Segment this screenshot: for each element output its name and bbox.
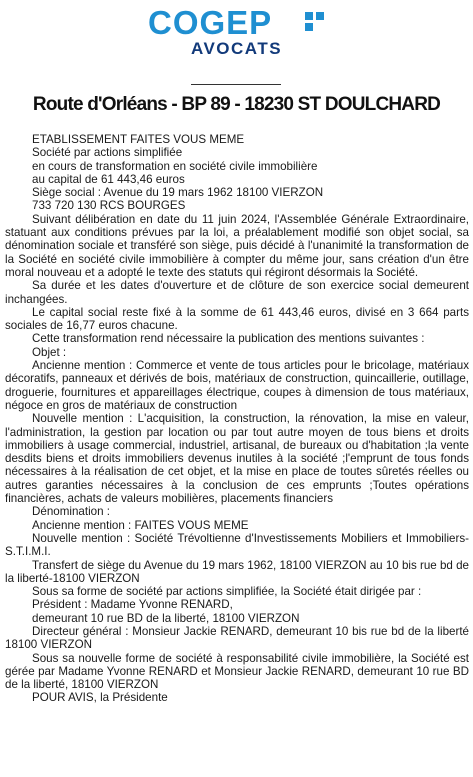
notice-paragraph: Nouvelle mention : L'acquisition, la construction, la rénovation, la mise en valeur, l'administration, la gestion par location ou par tout autre moyen de tous biens et droits immobiliers à usage commercial, industriel, artisanal, de bureaux ou d'habitation ;la vente desdits biens et droits immobiliers devenus inutiles à la société ;l'emprunt de tous fonds nécessaires à la réalisation de cet objet, et la mise en place de toutes sûretés réelles ou autres garanties nécessaires à la conclusion de ces emprunts ;Toutes opérations financières, achats de valeurs mobilières, placements financiers [5, 412, 469, 506]
notice-paragraph: au capital de 61 443,46 euros [32, 172, 185, 186]
logo-subtitle: AVOCATS [190, 39, 283, 58]
notice-paragraph: Ancienne mention : FAITES VOUS MEME [32, 518, 249, 532]
notice-paragraph: Le capital social reste fixé à la somme de 61 443,46 euros, divisé en 3 664 parts sociales de 16,77 euros chacune. [5, 305, 469, 333]
notice-paragraph: Suivant délibération en date du 11 juin 2024, l'Assemblée Générale Extraordinaire, statuant aux conditions prévues par la loi, a préalablement modifié son objet social, sa dénomination sociale et transféré son siège, puis décidé à l'unanimité la transformation de la Société en société civile immobilière à compter du même jour, sans création d'un être moral nouveau et a adopté le texte des statuts qui régiront désormais la Société. [5, 212, 469, 279]
notice-paragraph: Directeur général : Monsieur Jackie RENARD, demeurant 10 bis rue bd de la liberté 18100 VIERZON [5, 624, 469, 652]
notice-paragraph: Ancienne mention : Commerce et vente de tous articles pour le bricolage, matériaux décoratifs, panneaux et dérivés de bois, matériaux de construction, quincaillerie, outillage, droguerie, fournitures et appareillages électrique, coupes à dimension de tous matériaux, négoce en gros de matériaux de construction [5, 359, 469, 412]
notice-paragraph: Objet : [32, 345, 67, 359]
logo-square-icon [305, 23, 313, 31]
notice-paragraph: POUR AVIS, la Présidente [32, 691, 168, 705]
logo-wordmark: COGEP [148, 4, 273, 41]
notice-paragraph: demeurant 10 rue BD de la liberté, 18100 VIERZON [32, 611, 300, 625]
notice-paragraph: Nouvelle mention : Société Trévoltienne d'Investissements Mobiliers et Immobiliers-S.T.I.M.I. [5, 531, 469, 559]
notice-paragraph: Siège social : Avenue du 19 mars 1962 18100 VIERZON [32, 186, 324, 200]
logo-square-icon [316, 12, 324, 20]
notice-paragraph: Transfert de siège du Avenue du 19 mars 1962, 18100 VIERZON au 10 bis rue bd de la liberté-18100 VIERZON [5, 558, 469, 585]
notice-paragraph: ETABLISSEMENT FAITES VOUS MEME [32, 133, 245, 146]
legal-notice-body [5, 133, 469, 705]
notice-paragraph: Sa durée et les dates d'ouverture et de clôture de son exercice social demeurent inchangées. [5, 279, 469, 306]
notice-paragraph: Sous sa nouvelle forme de société à responsabilité civile immobilière, la Société est gérée par Madame Yvonne RENARD et Monsieur Jackie RENARD, demeurant 10 rue BD de la liberté, 18100 VIERZON [5, 651, 469, 692]
notice-paragraph: Cette transformation rend nécessaire la publication des mentions suivantes : [32, 332, 425, 346]
logo-square-icon [305, 12, 313, 20]
notice-paragraph: Président : Madame Yvonne RENARD, [32, 598, 233, 612]
firm-address: Route d'Orléans - BP 89 - 18230 ST DOULCHARD [32, 94, 441, 115]
notice-paragraph: Société par actions simplifiée [32, 146, 183, 160]
divider [191, 84, 281, 85]
notice-paragraph: 733 720 130 RCS BOURGES [32, 199, 186, 213]
notice-paragraph: Sous sa forme de société par actions simplifiée, la Société était dirigée par : [32, 585, 422, 599]
notice-paragraph: Dénomination : [32, 505, 110, 519]
cogep-logo [0, 4, 473, 62]
notice-paragraph: en cours de transformation en société civile immobilière [32, 159, 318, 173]
